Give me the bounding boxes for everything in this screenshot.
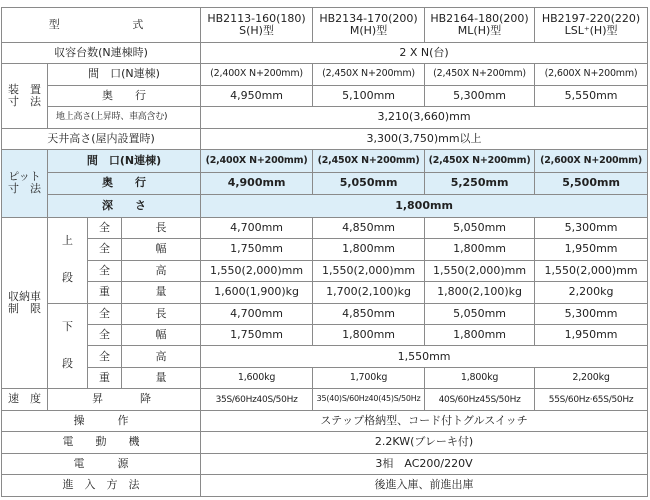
upper-length-row: [2, 217, 648, 238]
speed-value: 55S/60Hz·65S/50Hz: [535, 389, 648, 410]
speed-row: [2, 389, 648, 410]
lower-tier-label: 下 段: [48, 303, 88, 389]
device-width-value: (2,600X N+200mm): [535, 64, 648, 85]
upper-height-value: 1,550(2,000)mm: [201, 260, 313, 281]
pit-deep-row: [2, 195, 648, 218]
capacity-value: 2 X N(台): [201, 42, 648, 63]
lower-length-value: 5,050mm: [425, 303, 535, 324]
pit-group-label: ピット 寸 法: [2, 150, 48, 218]
upper-length-value: 5,050mm: [425, 217, 535, 238]
pit-deep-label: 深 さ: [48, 195, 201, 218]
pit-depth-row: [2, 172, 648, 195]
upper-weight-row: [2, 282, 648, 303]
spec-item-char: 量: [122, 282, 201, 303]
spec-item-char: 幅: [122, 324, 201, 345]
entry-value: 後進入庫、前進出庫: [201, 475, 648, 497]
model-code: HB2197-220(220): [541, 11, 641, 25]
model-cell: [425, 8, 535, 43]
motor-value: 2.2KW(ブレーキ付): [201, 432, 648, 453]
upper-width-value: 1,800mm: [313, 239, 425, 260]
operation-row: [2, 410, 648, 431]
spec-item-char: 高: [122, 346, 201, 367]
model-type: S(H)型: [239, 23, 274, 37]
upper-height-row: [2, 260, 648, 281]
device-depth-value: 5,300mm: [425, 85, 535, 106]
device-group-label: 装 置 寸 法: [2, 64, 48, 128]
upper-length-value: 5,300mm: [535, 217, 648, 238]
lower-weight-row: [2, 367, 648, 388]
upper-weight-value: 2,200kg: [535, 282, 648, 303]
speed-sublabel: 昇 降: [48, 389, 201, 410]
operation-label: 操 作: [2, 410, 201, 431]
model-cell: [313, 8, 425, 43]
entry-label: 進 入 方 法: [2, 475, 201, 497]
ceiling-row: [2, 128, 648, 149]
upper-weight-value: 1,800(2,100)kg: [425, 282, 535, 303]
pit-depth-value: 5,500mm: [535, 172, 648, 195]
pit-width-row: [2, 150, 648, 173]
motor-row: [2, 432, 648, 453]
ceiling-value: 3,300(3,750)mm以上: [201, 128, 648, 149]
model-type: M(H)型: [349, 23, 388, 37]
speed-value: 35S/60Hz40S/50Hz: [201, 389, 313, 410]
pit-depth-value: 4,900mm: [201, 172, 313, 195]
entry-row: [2, 475, 648, 497]
model-cell: [535, 8, 648, 43]
lower-weight-value: 2,200kg: [535, 367, 648, 388]
upper-height-value: 1,550(2,000)mm: [425, 260, 535, 281]
pit-deep-value: 1,800mm: [201, 195, 648, 218]
lower-length-value: 5,300mm: [535, 303, 648, 324]
spec-item-char: 全: [88, 303, 122, 324]
device-depth-value: 5,100mm: [313, 85, 425, 106]
lower-width-value: 1,800mm: [313, 324, 425, 345]
spec-item-char: 高: [122, 260, 201, 281]
model-code: HB2164-180(200): [430, 11, 529, 25]
lower-length-value: 4,850mm: [313, 303, 425, 324]
device-depth-value: 4,950mm: [201, 85, 313, 106]
spec-item-char: 全: [88, 217, 122, 238]
spec-item-char: 全: [88, 324, 122, 345]
lower-length-row: [2, 303, 648, 324]
lower-length-value: 4,700mm: [201, 303, 313, 324]
spec-item-char: 全: [88, 260, 122, 281]
pit-width-value: (2,400X N+200mm): [201, 150, 313, 173]
upper-width-value: 1,750mm: [201, 239, 313, 260]
vehicle-group-label: 収納車 制 限: [2, 217, 48, 389]
lower-width-row: [2, 324, 648, 345]
device-width-row: [2, 64, 648, 85]
model-cell: [201, 8, 313, 43]
motor-label: 電 動 機: [2, 432, 201, 453]
spec-item-char: 重: [88, 367, 122, 388]
pit-width-value: (2,600X N+200mm): [535, 150, 648, 173]
capacity-label: 収容台数(N連棟時): [2, 42, 201, 63]
spec-item-char: 長: [122, 303, 201, 324]
spec-table: [1, 7, 648, 497]
spec-item-char: 幅: [122, 239, 201, 260]
device-height-value: 3,210(3,660)mm: [201, 107, 648, 128]
spec-item-char: 長: [122, 217, 201, 238]
model-code: HB2134-170(200): [319, 11, 418, 25]
lower-weight-value: 1,800kg: [425, 367, 535, 388]
power-row: [2, 453, 648, 474]
pit-depth-value: 5,050mm: [313, 172, 425, 195]
operation-value: ステップ格納型、コード付トグルスイッチ: [201, 410, 648, 431]
spec-item-char: 重: [88, 282, 122, 303]
lower-weight-value: 1,700kg: [313, 367, 425, 388]
upper-weight-value: 1,600(1,900)kg: [201, 282, 313, 303]
power-value: 3相 AC200/220V: [201, 453, 648, 474]
device-width-label: 間 口(N連棟): [48, 64, 201, 85]
model-code: HB2113-160(180): [207, 11, 306, 25]
ceiling-label: 天井高さ(屋内設置時): [2, 128, 201, 149]
pit-width-label: 間 口(N連棟): [48, 150, 201, 173]
device-depth-label: 奥 行: [48, 85, 201, 106]
lower-height-row: [2, 346, 648, 367]
spec-item-char: 全: [88, 346, 122, 367]
device-depth-row: [2, 85, 648, 106]
header-row: [2, 8, 648, 43]
device-height-label: 地上高さ(上昇時、車高含む): [48, 107, 201, 128]
device-width-value: (2,450X N+200mm): [425, 64, 535, 85]
device-width-value: (2,400X N+200mm): [201, 64, 313, 85]
speed-label: 速 度: [2, 389, 48, 410]
upper-width-value: 1,950mm: [535, 239, 648, 260]
power-label: 電 源: [2, 453, 201, 474]
pit-depth-label: 奥 行: [48, 172, 201, 195]
lower-width-value: 1,750mm: [201, 324, 313, 345]
model-label: 型 式: [2, 8, 201, 43]
lower-height-value: 1,550mm: [201, 346, 648, 367]
lower-weight-value: 1,600kg: [201, 367, 313, 388]
spec-item-char: 全: [88, 239, 122, 260]
pit-depth-value: 5,250mm: [425, 172, 535, 195]
upper-height-value: 1,550(2,000)mm: [313, 260, 425, 281]
speed-value: 40S/60Hz45S/50Hz: [425, 389, 535, 410]
device-height-row: [2, 107, 648, 128]
spec-item-char: 量: [122, 367, 201, 388]
device-width-value: (2,450X N+200mm): [313, 64, 425, 85]
upper-weight-value: 1,700(2,100)kg: [313, 282, 425, 303]
model-type: LSL⁺(H)型: [564, 23, 618, 37]
device-depth-value: 5,550mm: [535, 85, 648, 106]
pit-width-value: (2,450X N+200mm): [425, 150, 535, 173]
capacity-row: [2, 42, 648, 63]
speed-value: 35(40)S/60Hz40(45)S/50Hz: [313, 389, 425, 410]
pit-width-value: (2,450X N+200mm): [313, 150, 425, 173]
upper-length-value: 4,700mm: [201, 217, 313, 238]
upper-tier-label: 上 段: [48, 217, 88, 303]
upper-height-value: 1,550(2,000)mm: [535, 260, 648, 281]
lower-width-value: 1,950mm: [535, 324, 648, 345]
upper-width-value: 1,800mm: [425, 239, 535, 260]
upper-width-row: [2, 239, 648, 260]
lower-width-value: 1,800mm: [425, 324, 535, 345]
upper-length-value: 4,850mm: [313, 217, 425, 238]
model-type: ML(H)型: [457, 23, 502, 37]
